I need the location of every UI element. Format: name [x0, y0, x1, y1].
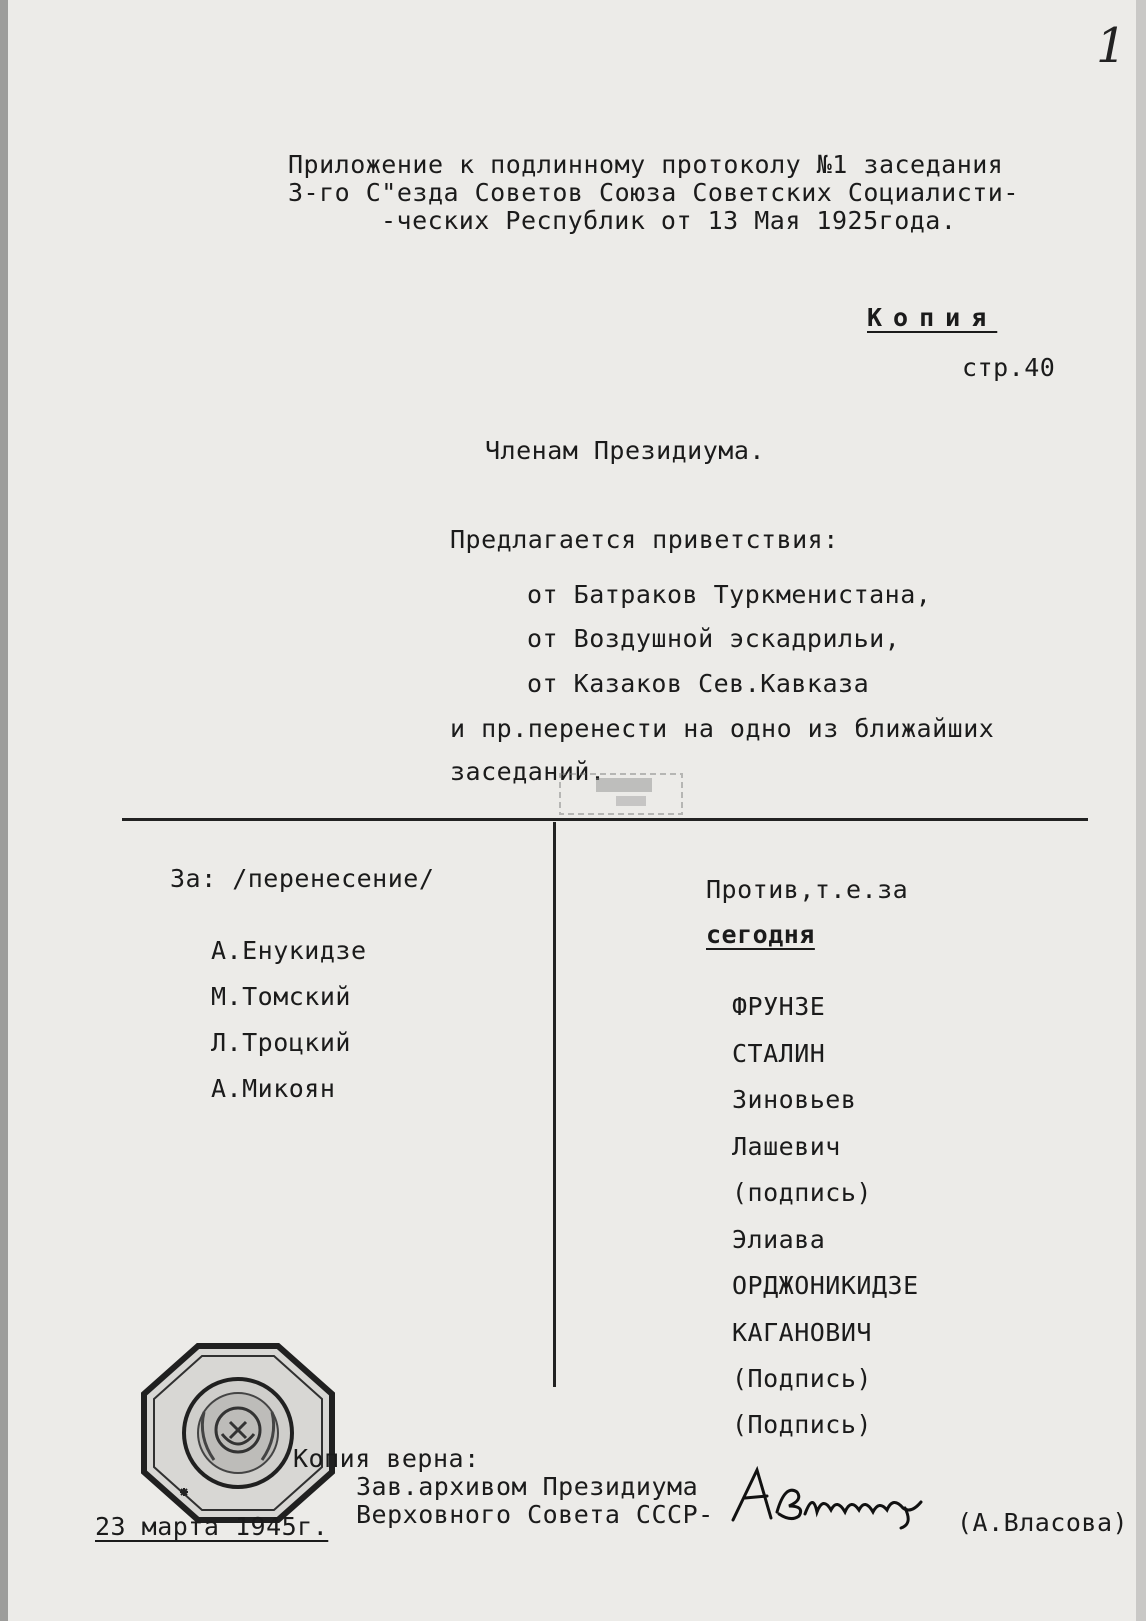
copy-label: Копия [867, 303, 998, 332]
vote-against-name: Зиновьев [732, 1085, 857, 1114]
vote-against-name: (Подпись) [732, 1364, 872, 1393]
vote-against-name: Элиава [732, 1225, 826, 1254]
greeting-item: от Казаков Сев.Кавказа [527, 669, 870, 698]
vote-against-name: Лашевич [732, 1132, 841, 1161]
addressee: Членам Президиума. [485, 436, 765, 465]
document-date: 23 марта 1945г. [95, 1512, 329, 1541]
vote-for-name: М.Томский [211, 982, 351, 1011]
table-horizontal-rule [122, 818, 1088, 821]
page-reference: стр.40 [962, 353, 1056, 382]
archive-position-2: Верховного Совета СССР- [356, 1500, 714, 1529]
vote-against-name: СТАЛИН [732, 1039, 826, 1068]
scan-edge-left [0, 0, 8, 1621]
archive-position-1: Зав.архивом Президиума [356, 1472, 699, 1501]
vote-against-heading-2: сегодня [706, 920, 815, 949]
table-vertical-rule [553, 822, 556, 1387]
header-line-1: Приложение к подлинному протоколу №1 заседания [288, 150, 1004, 179]
handwritten-signature [727, 1462, 927, 1532]
header-line-3: -ческих Республик от 13 Мая 1925года. [381, 206, 957, 235]
page-number: 1 [1096, 18, 1127, 74]
body-conclusion-1: и пр.перенести на одно из ближайших [450, 714, 995, 743]
faded-stamp-mark [556, 770, 686, 820]
vote-against-name: ОРДЖОНИКИДЗЕ [732, 1271, 919, 1300]
vote-against-heading-1: Против,т.е.за [706, 875, 909, 904]
copy-correct: Копия верна: [293, 1444, 480, 1473]
body-intro: Предлагается приветствия: [450, 525, 839, 554]
header-line-2: 3-го С"езда Советов Союза Советских Социалисти- [288, 178, 1019, 207]
scan-edge-right [1136, 0, 1146, 1621]
vote-for-heading: За: /перенесение/ [170, 864, 435, 893]
body-conclusion-2: заседаний. [450, 757, 606, 786]
vote-against-name: КАГАНОВИЧ [732, 1318, 872, 1347]
vote-for-name: А.Микоян [211, 1074, 336, 1103]
greeting-item: от Батраков Туркменистана, [527, 580, 932, 609]
greeting-item: от Воздушной эскадрильи, [527, 624, 901, 653]
vote-for-name: А.Енукидзе [211, 936, 367, 965]
vote-against-name: ФРУНЗЕ [732, 992, 826, 1021]
signer-name: (А.Власова) [957, 1508, 1129, 1537]
vote-against-name: (подпись) [732, 1178, 872, 1207]
vote-for-name: Л.Троцкий [211, 1028, 351, 1057]
official-seal [140, 1342, 336, 1524]
vote-against-name: (Подпись) [732, 1410, 872, 1439]
